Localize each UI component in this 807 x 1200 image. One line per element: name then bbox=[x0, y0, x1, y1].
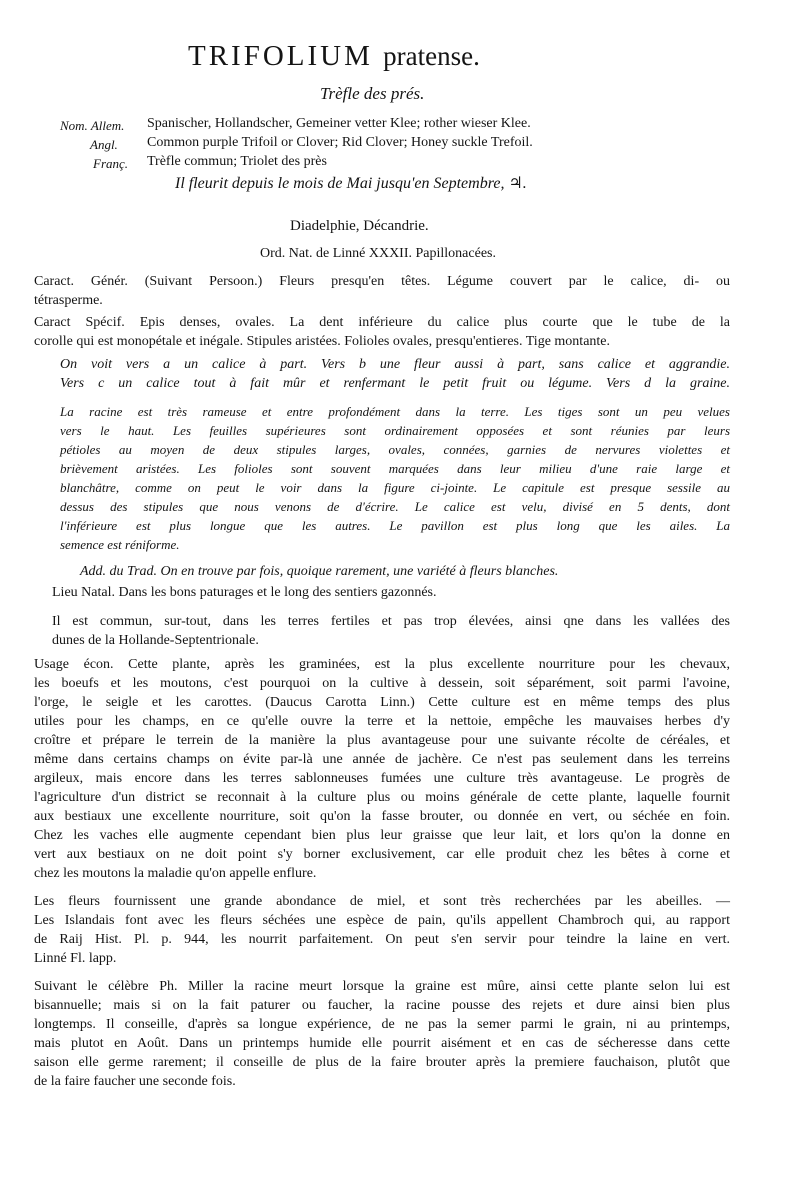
allem-label: Nom. Allem. bbox=[60, 118, 125, 133]
usage-line-9: aux bestiaux une excellente nourriture, soit qu'on la fasse brouter, ou donnée en vert, ou séchée en foin. bbox=[34, 809, 730, 824]
usage-line-8: l'agriculture d'un district se reconnait à la culture plus ou moins générale de cette plante, laquelle fournit bbox=[34, 790, 730, 805]
usage-line-12: chez les moutons la maladie qu'on appelle enflure. bbox=[34, 866, 317, 881]
angl-text: Common purple Trifoil or Clover; Rid Clover; Honey suckle Trefoil. bbox=[147, 135, 533, 150]
desc-line-8: semence est réniforme. bbox=[60, 537, 180, 552]
usage-line-1: Usage écon. Cette plante, après les graminées, est la plus excellente nourriture pour les chevaux, bbox=[34, 657, 730, 672]
desc-line-5: blanchâtre, comme on peut le voir dans la figure ci-jointe. Le capitule est presque sessile au bbox=[60, 480, 730, 495]
desc-line-4: brièvement aristées. Les folioles sont souvent marquées dans leur milieu d'une raie large et bbox=[60, 461, 730, 476]
class-line-2: Ord. Nat. de Linné XXXII. Papillonacées. bbox=[260, 246, 496, 261]
miller-line-4: mais plutot en Août. Dans un printemps humide elle pourrit aisément et en cas de sécheresse dans cette bbox=[34, 1036, 730, 1051]
usage-line-11: vert aux bestiaux on ne doit point s'y borner exclusivement, car elle produit chez les bêtes à corne et bbox=[34, 847, 730, 862]
usage-line-4: utiles pour les champs, en ce qu'elle ouvre la terre et la nettoie, empêche les mauvaises herbes d'y bbox=[34, 714, 730, 729]
miller-line-6: de la faire faucher une seconde fois. bbox=[34, 1074, 236, 1089]
miller-line-1: Suivant le célèbre Ph. Miller la racine meurt lorsque la graine est mûre, ainsi cette plante selon lui est bbox=[34, 979, 730, 994]
usage-line-7: argileux, mais encore dans les terres sablonneuses fumées une culture très avantageuse. Le progrès de bbox=[34, 771, 730, 786]
class-line-1: Diadelphie, Décandrie. bbox=[290, 218, 429, 234]
desc-line-6: dessus des stipules que nous venons de d'écrire. Le calice est velu, divisé en 5 dents, dont bbox=[60, 499, 730, 514]
fleurs-line-1: Les fleurs fournissent une grande abondance de miel, et sont très recherchées par les abeilles. — bbox=[34, 894, 730, 909]
franc-text: Trèfle commun; Triolet des près bbox=[147, 154, 327, 169]
add-trad: Add. du Trad. On en trouve par fois, quoique rarement, une variété à fleurs blanches. bbox=[80, 564, 559, 579]
miller-line-2: bisannuelle; mais si on la fait paturer ou faucher, la racine pousse des rejets et dure ainsi bien plus bbox=[34, 998, 730, 1013]
commun-line-2: dunes de la Hollande-Septentrionale. bbox=[52, 633, 259, 648]
miller-line-5: saison elle germe rarement; il conseille de plus de la faire brouter après la premiere fauchaison, plutôt que bbox=[34, 1055, 730, 1070]
usage-line-3: l'orge, le seigle et les carottes. (Daucus Carotta Linn.) Cette culture est en même temps des plus bbox=[34, 695, 730, 710]
caract-gener-line-1: Caract. Génér. (Suivant Persoon.) Fleurs presqu'en têtes. Légume couvert par le calice, di- ou bbox=[34, 274, 730, 289]
caract-specif-line-1: Caract Spécif. Epis denses, ovales. La dent inférieure du calice plus courte que le tube de la bbox=[34, 315, 730, 330]
franc-label: Franç. bbox=[93, 156, 129, 171]
title-genus: TRIFOLIUM bbox=[188, 40, 373, 72]
usage-line-10: Chez les vaches elle augmente cependant bien plus leur graisse que leur lait, et lors qu'on la donne en bbox=[34, 828, 730, 843]
figure-note-line-2: Vers c un calice tout à fait mûr et renfermant le petit fruit ou légume. Vers d la graine. bbox=[60, 376, 730, 391]
fleurs-line-2: Les Islandais font avec les fleurs séchées une espèce de pain, qu'ils appellent Chambroch qui, au rapport bbox=[34, 913, 730, 928]
lieu-natal: Lieu Natal. Dans les bons paturages et le long des sentiers gazonnés. bbox=[52, 585, 437, 600]
fleurs-line-4: Linné Fl. lapp. bbox=[34, 951, 117, 966]
fleurs-line-3: de Raij Hist. Pl. p. 944, les nourrit parfaitement. On peut s'en servir pour teindre la laine en vert. bbox=[34, 932, 730, 947]
usage-line-6: même dans certains champs on évite par-là une année de jachère. Ce n'est pas seulement dans les terreins bbox=[34, 752, 730, 767]
angl-label: Angl. bbox=[90, 137, 118, 152]
desc-line-1: La racine est très rameuse et entre profondément dans la terre. Les tiges sont un peu velues bbox=[60, 404, 730, 419]
usage-line-2: les boeufs et les moutons, c'est pourquoi on la cultive à dessein, soit séparément, soit parmi l'avoine, bbox=[34, 676, 730, 691]
usage-line-5: croître et prépare le terrein de la manière la plus avantageuse pour une suivante récolte de céréales, et bbox=[34, 733, 730, 748]
page-title bbox=[188, 42, 480, 71]
caract-gener-line-2: tétrasperme. bbox=[34, 293, 103, 308]
allem-text: Spanischer, Hollandscher, Gemeiner vetter Klee; rother wieser Klee. bbox=[147, 116, 531, 131]
desc-line-2: vers le haut. Les feuilles supérieures sont ordinairement opposées et sont réunies par leurs bbox=[60, 423, 730, 438]
commun-line-1: Il est commun, sur-tout, dans les terres fertiles et pas trop élevées, ainsi qne dans les vallées des bbox=[52, 614, 730, 629]
miller-line-3: longtemps. Il conseille, d'après sa longue expérience, de ne pas la semer parmi le grain, ni au printemps, bbox=[34, 1017, 730, 1032]
desc-line-7: l'inférieure est plus longue que les autres. Le pavillon est plus long que les ailes. La bbox=[60, 518, 730, 533]
subtitle: Trèfle des prés. bbox=[320, 84, 425, 103]
desc-line-3: pétioles au moyen de deux stipules larges, ovales, connées, garnies de nervures violettes et bbox=[60, 442, 730, 457]
caract-specif-line-2: corolle qui est monopétale et inégale. Stipules aristées. Folioles ovales, presqu'entieres. Tige montante. bbox=[34, 334, 611, 349]
title-species: pratense. bbox=[383, 41, 480, 71]
figure-note-line-1: On voit vers a un calice à part. Vers b une fleur aussi à part, sans calice et aggrandie. bbox=[60, 357, 730, 372]
flowering-note: Il fleurit depuis le mois de Mai jusqu'en Septembre, ♃. bbox=[175, 175, 527, 192]
